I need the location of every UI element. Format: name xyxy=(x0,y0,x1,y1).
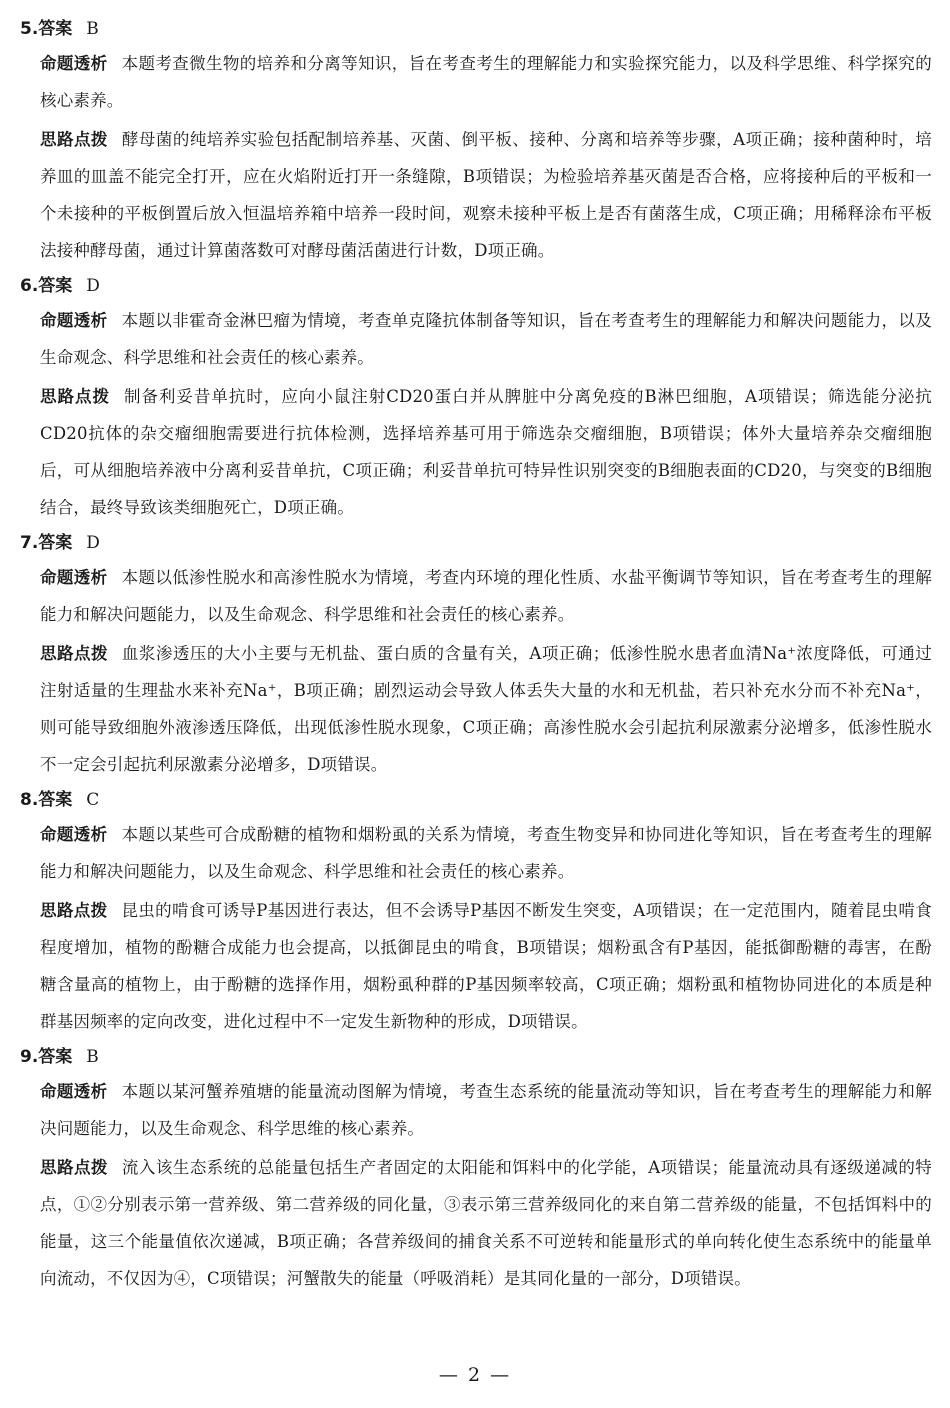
hint-paragraph xyxy=(40,635,932,783)
hint-text: 制备利妥昔单抗时，应向小鼠注射CD20蛋白并从脾脏中分离免疫的B淋巴细胞，A项错误；筛选能分泌抗CD20抗体的杂交瘤细胞需要进行抗体检测，选择培养基可用于筛选杂交瘤细胞，B项错误；体外大量培养杂交瘤细胞后，可从细胞培养液中分离利妥昔单抗，C项正确；利妥昔单抗可特异性识别突变的B细胞表面的CD20，与突变的B细胞结合，最终导致该类细胞死亡，D项正确。 xyxy=(40,387,932,517)
question-9 xyxy=(20,1042,932,1297)
answer-key-page xyxy=(20,14,932,1299)
question-number: 9. xyxy=(20,1047,39,1067)
analysis-paragraph xyxy=(40,1073,932,1147)
answer-value: C xyxy=(86,790,100,810)
answer-label: 答案 xyxy=(38,790,73,810)
hint-label: 思路点拨 xyxy=(40,130,108,149)
analysis-text: 本题以某河蟹养殖塘的能量流动图解为情境，考查生态系统的能量流动等知识，旨在考查考生的理解能力和解决问题能力，以及生命观念、科学思维的核心素养。 xyxy=(40,1082,932,1138)
hint-label: 思路点拨 xyxy=(40,387,110,406)
answer-label: 答案 xyxy=(38,1047,73,1067)
hint-paragraph xyxy=(40,378,932,526)
question-number: 8. xyxy=(20,790,39,810)
answer-label: 答案 xyxy=(38,19,73,39)
answer-value: B xyxy=(86,19,99,39)
analysis-label: 命题透析 xyxy=(40,1082,108,1101)
answer-label: 答案 xyxy=(38,276,73,296)
question-number: 6. xyxy=(20,276,39,296)
question-header xyxy=(20,14,932,44)
analysis-text: 本题考查微生物的培养和分离等知识，旨在考查考生的理解能力和实验探究能力，以及科学思维、科学探究的核心素养。 xyxy=(40,54,932,110)
analysis-text: 本题以低渗性脱水和高渗性脱水为情境，考查内环境的理化性质、水盐平衡调节等知识，旨在考查考生的理解能力和解决问题能力，以及生命观念、科学思维和社会责任的核心素养。 xyxy=(40,568,932,624)
hint-paragraph xyxy=(40,121,932,269)
analysis-text: 本题以非霍奇金淋巴瘤为情境，考查单克隆抗体制备等知识，旨在考查考生的理解能力和解决问题能力，以及生命观念、科学思维和社会责任的核心素养。 xyxy=(40,311,932,367)
analysis-paragraph xyxy=(40,816,932,890)
question-7 xyxy=(20,528,932,783)
answer-value: B xyxy=(86,1047,99,1067)
answer-value: D xyxy=(86,533,100,553)
analysis-paragraph xyxy=(40,559,932,633)
hint-text: 血浆渗透压的大小主要与无机盐、蛋白质的含量有关，A项正确；低渗性脱水患者血清Na⁺浓度降低，可通过注射适量的生理盐水来补充Na⁺，B项正确；剧烈运动会导致人体丢失大量的水和无机盐，若只补充水分而不补充Na⁺，则可能导致细胞外液渗透压降低，出现低渗性脱水现象，C项正确；高渗性脱水会引起抗利尿激素分泌增多，低渗性脱水不一定会引起抗利尿激素分泌增多，D项错误。 xyxy=(40,644,932,774)
hint-label: 思路点拨 xyxy=(40,644,108,663)
hint-text: 酵母菌的纯培养实验包括配制培养基、灭菌、倒平板、接种、分离和培养等步骤，A项正确；接种菌种时，培养皿的皿盖不能完全打开，应在火焰附近打开一条缝隙，B项错误；为检验培养基灭菌是否合格，应将接种后的平板和一个未接种的平板倒置后放入恒温培养箱中培养一段时间，观察未接种平板上是否有菌落生成，C项正确；用稀释涂布平板法接种酵母菌，通过计算菌落数可对酵母菌活菌进行计数，D项正确。 xyxy=(40,130,932,260)
question-header xyxy=(20,1042,932,1072)
answer-label: 答案 xyxy=(38,533,73,553)
question-5 xyxy=(20,14,932,269)
analysis-paragraph xyxy=(40,45,932,119)
analysis-label: 命题透析 xyxy=(40,568,108,587)
question-8 xyxy=(20,785,932,1040)
page-number: — 2 — xyxy=(438,1364,512,1386)
analysis-text: 本题以某些可合成酚糖的植物和烟粉虱的关系为情境，考查生物变异和协同进化等知识，旨在考查考生的理解能力和解决问题能力，以及生命观念、科学思维和社会责任的核心素养。 xyxy=(40,825,932,881)
analysis-label: 命题透析 xyxy=(40,825,108,844)
question-header xyxy=(20,528,932,558)
hint-text: 流入该生态系统的总能量包括生产者固定的太阳能和饵料中的化学能，A项错误；能量流动具有逐级递减的特点，①②分别表示第一营养级、第二营养级的同化量，③表示第三营养级同化的来自第二营养级的能量，不包括饵料中的能量，这三个能量值依次递减，B项正确；各营养级间的捕食关系不可逆转和能量形式的单向转化使生态系统中的能量单向流动，不仅因为④，C项错误；河蟹散失的能量（呼吸消耗）是其同化量的一部分，D项错误。 xyxy=(40,1158,932,1288)
hint-label: 思路点拨 xyxy=(40,1158,108,1177)
hint-text: 昆虫的啃食可诱导P基因进行表达，但不会诱导P基因不断发生突变，A项错误；在一定范围内，随着昆虫啃食程度增加，植物的酚糖合成能力也会提高，以抵御昆虫的啃食，B项错误；烟粉虱含有P基因，能抵御酚糖的毒害，在酚糖含量高的植物上，由于酚糖的选择作用，烟粉虱种群的P基因频率较高，C项正确；烟粉虱和植物协同进化的本质是种群基因频率的定向改变，进化过程中不一定发生新物种的形成，D项错误。 xyxy=(40,901,932,1031)
question-header xyxy=(20,785,932,815)
analysis-paragraph xyxy=(40,302,932,376)
hint-paragraph xyxy=(40,892,932,1040)
hint-label: 思路点拨 xyxy=(40,901,108,920)
analysis-label: 命题透析 xyxy=(40,311,108,330)
question-number: 7. xyxy=(20,533,39,553)
question-header xyxy=(20,271,932,301)
hint-paragraph xyxy=(40,1149,932,1297)
analysis-label: 命题透析 xyxy=(40,54,108,73)
question-6 xyxy=(20,271,932,526)
answer-value: D xyxy=(86,276,100,296)
question-number: 5. xyxy=(20,19,39,39)
